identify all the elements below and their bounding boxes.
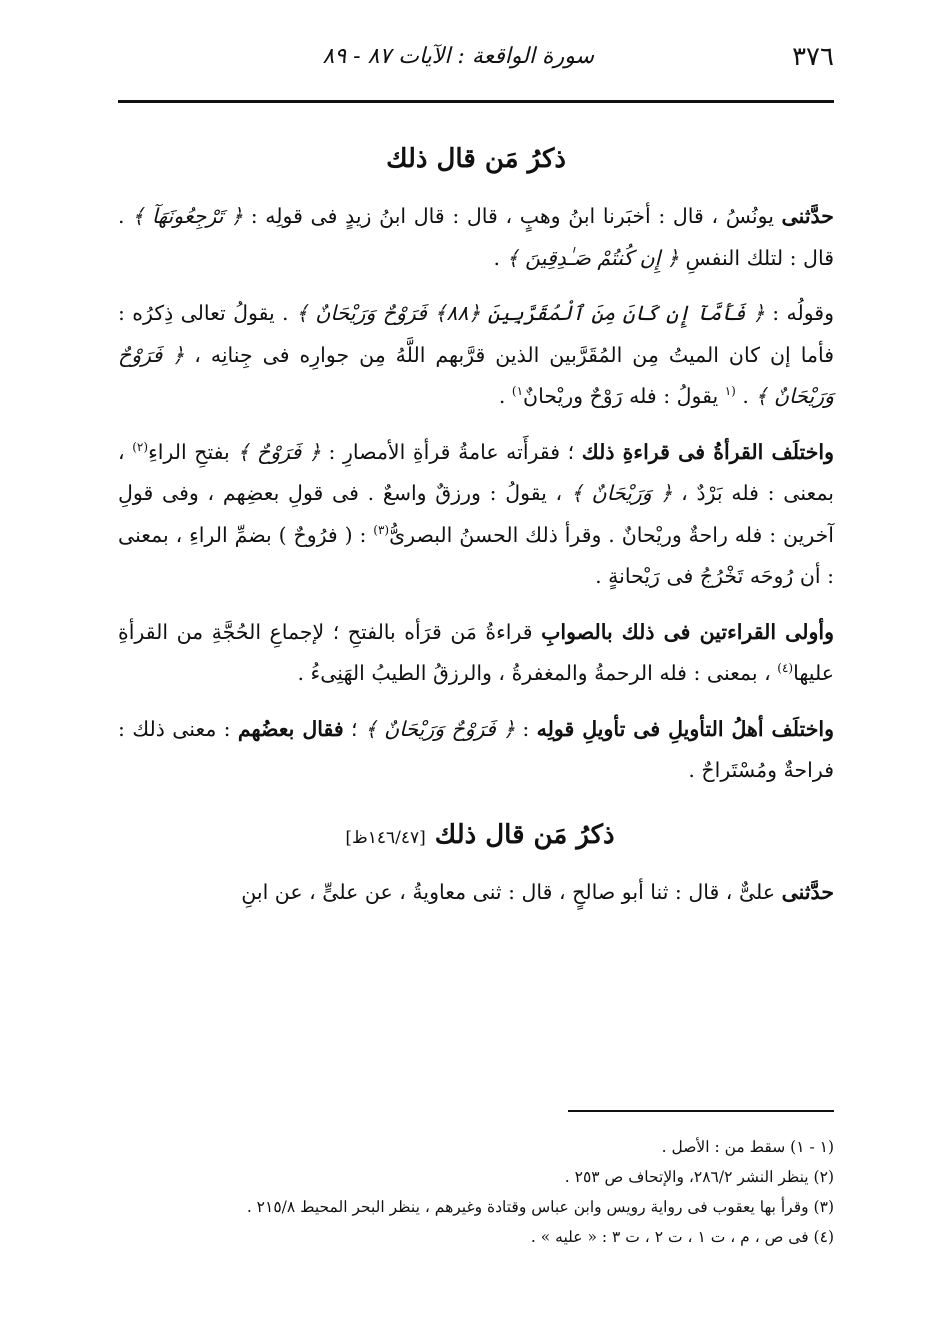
- footnote-rule: [568, 1110, 834, 1112]
- paragraph-text: ؛ فقرأَته عامةُ قرأةِ الأمصارِ :: [320, 439, 582, 464]
- paragraph-text: يقولُ : فله رَوْحٌ وريْحانٌ: [523, 384, 725, 408]
- paragraph-text: : ( فرُوحٌ ) بضمِّ الراءِ ، بمعنى : أن رُوحَه تَخْرُجُ فى رَيْحانةٍ .: [118, 522, 834, 588]
- footnote-marker: (٣): [373, 522, 390, 537]
- paragraph-lead: واختلَف القرأةُ فى قراءةِ ذلك: [581, 439, 834, 464]
- footnote-marker: ١): [511, 384, 524, 399]
- paragraph-text: : معنى ذلك : فراحةٌ ومُسْتَراحٌ .: [118, 716, 834, 782]
- paragraph-lead: وأولى القراءتين فى ذلك بالصوابِ: [541, 619, 834, 644]
- quran-verse: ﴿ فَرَوْحٌ وَرَيْحَانٌ ﴾: [118, 342, 834, 408]
- section-heading-text: ذكرُ مَن قال ذلك: [434, 819, 615, 850]
- quran-verse: ﴿ فَأَمَّآ إِن كَانَ مِنَ ٱلْمُقَرَّبِينَ ﴿٨٨﴾ فَرَوْحٌ وَرَيْحَانٌ ﴾: [295, 301, 765, 325]
- footnotes: [118, 1132, 834, 1252]
- paragraph-lead: واختلَف أهلُ التأويلِ فى تأويلِ قولِه: [536, 716, 834, 741]
- page-header: [118, 40, 834, 92]
- quran-verse: ﴿ تَرْجِعُونَهَآ ﴾: [132, 204, 244, 228]
- folio-reference: [١٤٦/٤٧ظ]: [345, 827, 426, 848]
- paragraph-text: :: [515, 716, 537, 741]
- book-page: [118, 40, 834, 927]
- paragraph-preferred-reading: [118, 612, 834, 695]
- hadith-lead: حدَّثنى: [781, 204, 834, 228]
- paragraph-text: يونُسُ ، قال : أخبَرنا ابنُ وهبٍ ، قال : قال ابنُ زيدٍ فى قولِه :: [243, 204, 782, 228]
- page-number: ٣٧٦: [792, 42, 834, 72]
- section-heading: [118, 144, 834, 174]
- section-heading-text: ذكرُ مَن قال ذلك: [386, 144, 566, 174]
- paragraph-hadith-yunus: [118, 196, 834, 279]
- paragraph-reading-variants: [118, 432, 834, 598]
- hadith-lead: حدَّثنى: [781, 879, 834, 904]
- paragraph-hadith-ali: [118, 872, 834, 914]
- paragraph-text: . قال : لتلك النفسِ: [118, 204, 834, 270]
- quran-verse: ﴿ فَرَوْحٌ ﴾: [237, 439, 321, 464]
- paragraph-text: بفتحِ الراءِ: [148, 439, 238, 464]
- paragraph-text: قراءةُ مَن قرَأه بالفتحِ ؛ لإجماعِ الحُجَّةِ من القرأةِ عليها: [118, 619, 834, 685]
- paragraph-text: ، بمعنى : فله بَرْدٌ ،: [118, 439, 835, 505]
- paragraph-text: .: [493, 245, 507, 270]
- footnote-marker: (١: [724, 384, 736, 399]
- paragraph-text: .: [498, 384, 512, 408]
- quran-verse: ﴿ إِن كُنتُمْ صَـٰدِقِينَ ﴾: [506, 245, 679, 270]
- paragraph-text: ؛: [343, 716, 365, 741]
- footnote: (٤) فى ص ، م ، ت ١ ، ت ٢ ، ت ٣ : « عليه » .: [530, 1228, 834, 1246]
- header-rule: [118, 100, 834, 103]
- quran-verse: ﴿ وَرَيْحَانٌ ﴾: [570, 481, 673, 505]
- paragraph-text: ، بمعنى : فله الرحمةُ والمغفرةُ ، والرزقُ الطيبُ الهَنِىءُ .: [297, 661, 778, 685]
- footnote-marker: (٢): [132, 439, 149, 454]
- paragraph-text: . يقولُ تعالى ذِكرُه : فأما إن كان الميتُ مِن المُقَرَّبين الذين قرَّبهم اللَّهُ مِن جوارِه فى جِنانِه ،: [118, 301, 834, 367]
- footnote: (١ - ١) سقط من : الأصل .: [661, 1138, 834, 1156]
- paragraph-text: ، يقولُ : ورزقٌ واسعٌ . فى قولِ بعضِهم ، وفى قولِ آخرين : فله راحةٌ وريْحانٌ . وقرأ ذلك الحسنُ البصرىُّ: [118, 481, 835, 547]
- running-title: سورة الواقعة : الآيات ٨٧ - ٨٩: [322, 44, 594, 69]
- footnote-marker: (٤): [777, 661, 794, 676]
- paragraph-text: علىٌّ ، قال : ثنا أبو صالحٍ ، قال : ثنى معاويةُ ، عن علىٍّ ، عن ابنِ: [241, 879, 782, 904]
- paragraph-text: وقولُه :: [764, 301, 834, 325]
- paragraph-interpretation: [118, 709, 834, 792]
- paragraph-lead: فقال بعضُهم: [237, 716, 344, 741]
- paragraph-verse-commentary: [118, 293, 834, 418]
- footnote: (٢) ينظر النشر ٢٨٦/٢، والإتحاف ص ٢٥٣ .: [564, 1168, 834, 1186]
- paragraph-text: .: [735, 384, 756, 408]
- section-heading: [118, 820, 834, 850]
- quran-verse: ﴿ فَرَوْحٌ وَرَيْحَانٌ ﴾: [364, 716, 516, 741]
- footnote: (٣) وقرأ بها يعقوب فى رواية رويس وابن عباس وقتادة وغيرهم ، ينظر البحر المحيط ٢١٥/٨ .: [246, 1198, 834, 1216]
